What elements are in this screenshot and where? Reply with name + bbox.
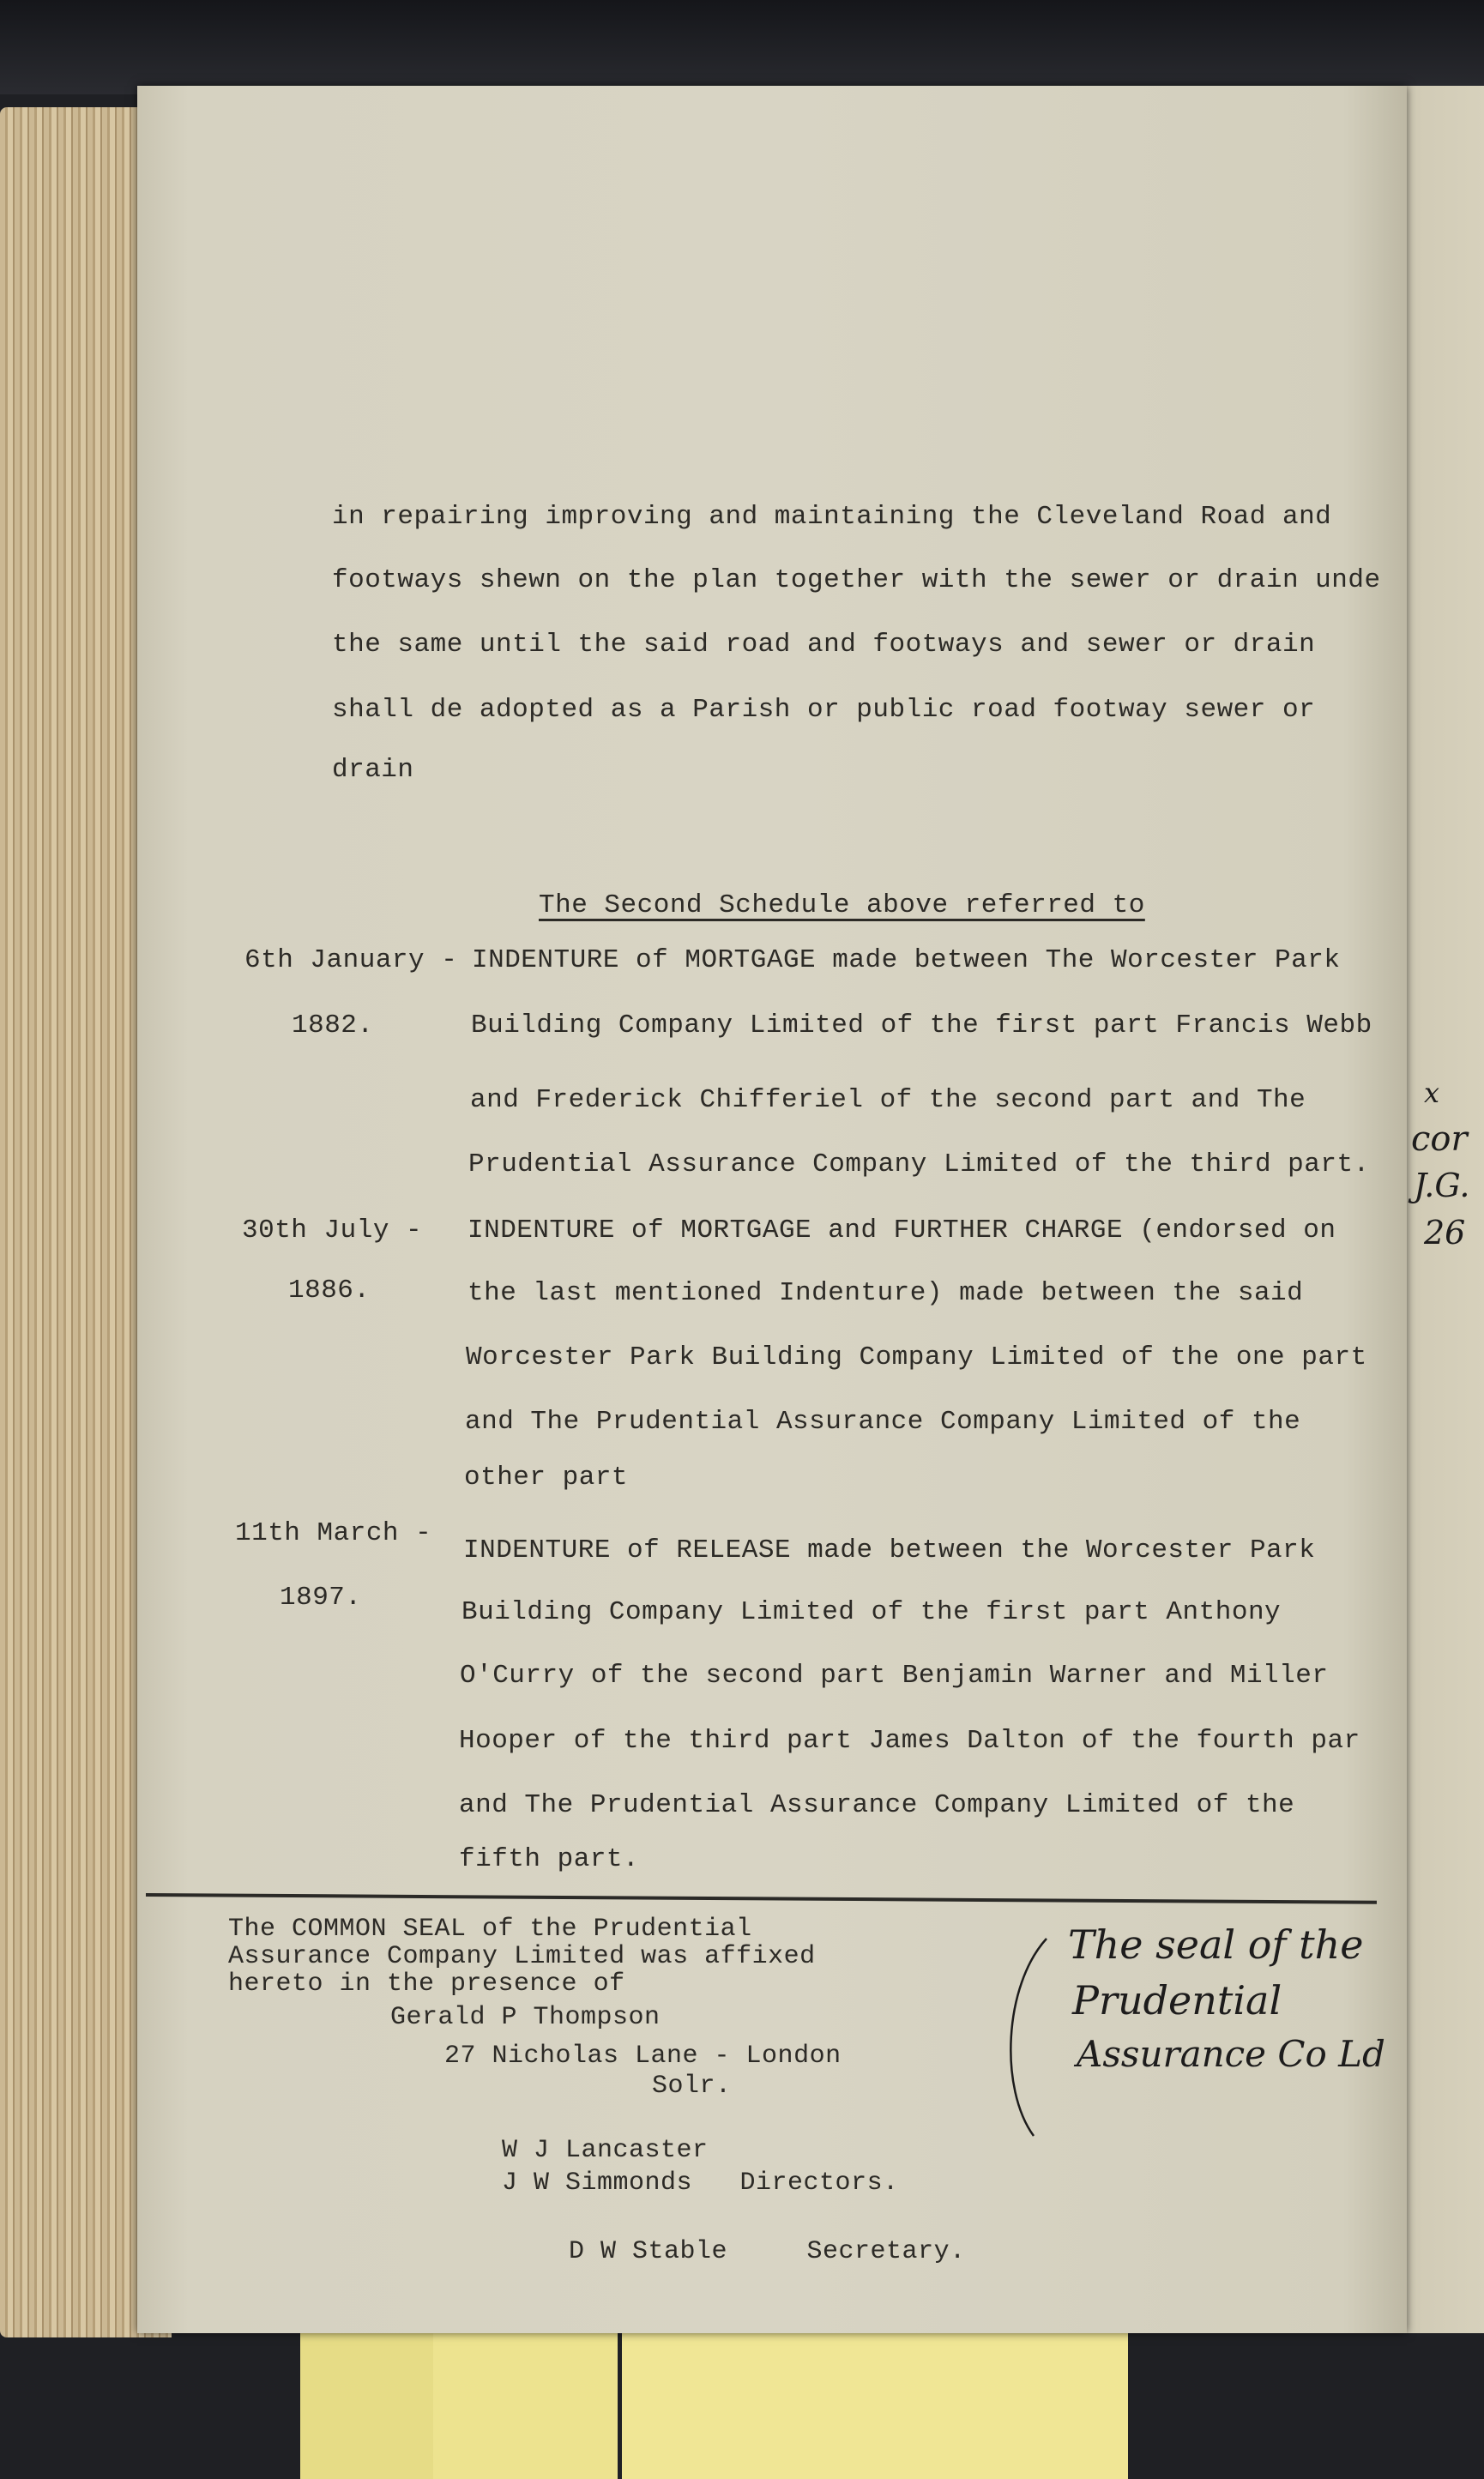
entry-date: 11th March -	[235, 1518, 432, 1548]
paragraph-line: the same until the said road and footways and sewer or drain	[332, 630, 1316, 660]
entry-year: 1882.	[292, 1010, 374, 1040]
yellow-tab	[622, 2325, 1128, 2479]
seal-handwriting: Prudential	[1072, 1977, 1282, 2024]
entry-line: INDENTURE of RELEASE made between the Worcester Park	[463, 1535, 1316, 1565]
secretary-name: D W Stable Secretary.	[569, 2237, 966, 2266]
schedule-heading: The Second Schedule above referred to	[539, 890, 1145, 920]
entry-year: 1886.	[288, 1276, 371, 1306]
margin-note: 26	[1424, 1214, 1466, 1252]
seal-handwriting: The seal of the	[1068, 1921, 1364, 1968]
entry-line: Prudential Assurance Company Limited of the third part.	[468, 1149, 1370, 1179]
entry-date: 6th January -	[244, 945, 458, 975]
background-top	[0, 0, 1484, 94]
margin-note: cor	[1411, 1119, 1468, 1159]
entry-date: 30th July -	[242, 1215, 423, 1246]
entry-line: Worcester Park Building Company Limited of the one part	[466, 1342, 1367, 1372]
entry-line: and The Prudential Assurance Company Limited of the	[465, 1407, 1301, 1437]
sealing-line: hereto in the presence of	[228, 1969, 625, 1999]
paragraph-line: shall de adopted as a Parish or public road footway sewer or	[332, 695, 1316, 725]
margin-note: J.G.	[1414, 1167, 1470, 1204]
paragraph-line: footways shewn on the plan together with the sewer or drain unde	[332, 565, 1381, 595]
entry-year: 1897.	[280, 1583, 362, 1613]
entry-line: INDENTURE of MORTGAGE made between The Worcester Park	[472, 945, 1341, 975]
sealing-line: Assurance Company Limited was affixed	[228, 1942, 816, 1971]
entry-line: the last mentioned Indenture) made between the said	[468, 1278, 1304, 1308]
director-name: W J Lancaster	[502, 2136, 709, 2165]
sealing-line: The COMMON SEAL of the Prudential	[228, 1915, 752, 1944]
entry-line: and The Prudential Assurance Company Limited of the	[459, 1790, 1295, 1820]
seal-handwriting: Assurance Co Ld	[1077, 2033, 1385, 2075]
entry-line: fifth part.	[459, 1844, 640, 1874]
entry-line: Hooper of the third part James Dalton of the fourth par	[459, 1726, 1360, 1756]
seal-bracket-icon	[995, 1934, 1055, 2140]
witness-name: Gerald P Thompson	[390, 2003, 661, 2032]
entry-line: Building Company Limited of the first part Francis Webb	[471, 1010, 1372, 1040]
entry-line: O'Curry of the second part Benjamin Warner and Miller	[460, 1661, 1329, 1691]
witness-title: Solr.	[652, 2072, 732, 2101]
yellow-tab	[433, 2325, 618, 2479]
yellow-tab	[300, 2325, 437, 2479]
entry-line: INDENTURE of MORTGAGE and FURTHER CHARGE (endorsed on	[468, 1215, 1336, 1246]
paragraph-line: in repairing improving and maintaining the Cleveland Road and	[332, 502, 1332, 532]
entry-line: and Frederick Chifferiel of the second part and The	[470, 1085, 1306, 1115]
margin-note: x	[1424, 1077, 1440, 1109]
entry-line: Building Company Limited of the first part Anthony	[461, 1597, 1282, 1627]
paragraph-line: drain	[332, 755, 414, 785]
entry-line: other part	[464, 1463, 629, 1493]
witness-address: 27 Nicholas Lane - London	[444, 2042, 842, 2071]
director-name: J W Simmonds Directors.	[502, 2168, 899, 2198]
